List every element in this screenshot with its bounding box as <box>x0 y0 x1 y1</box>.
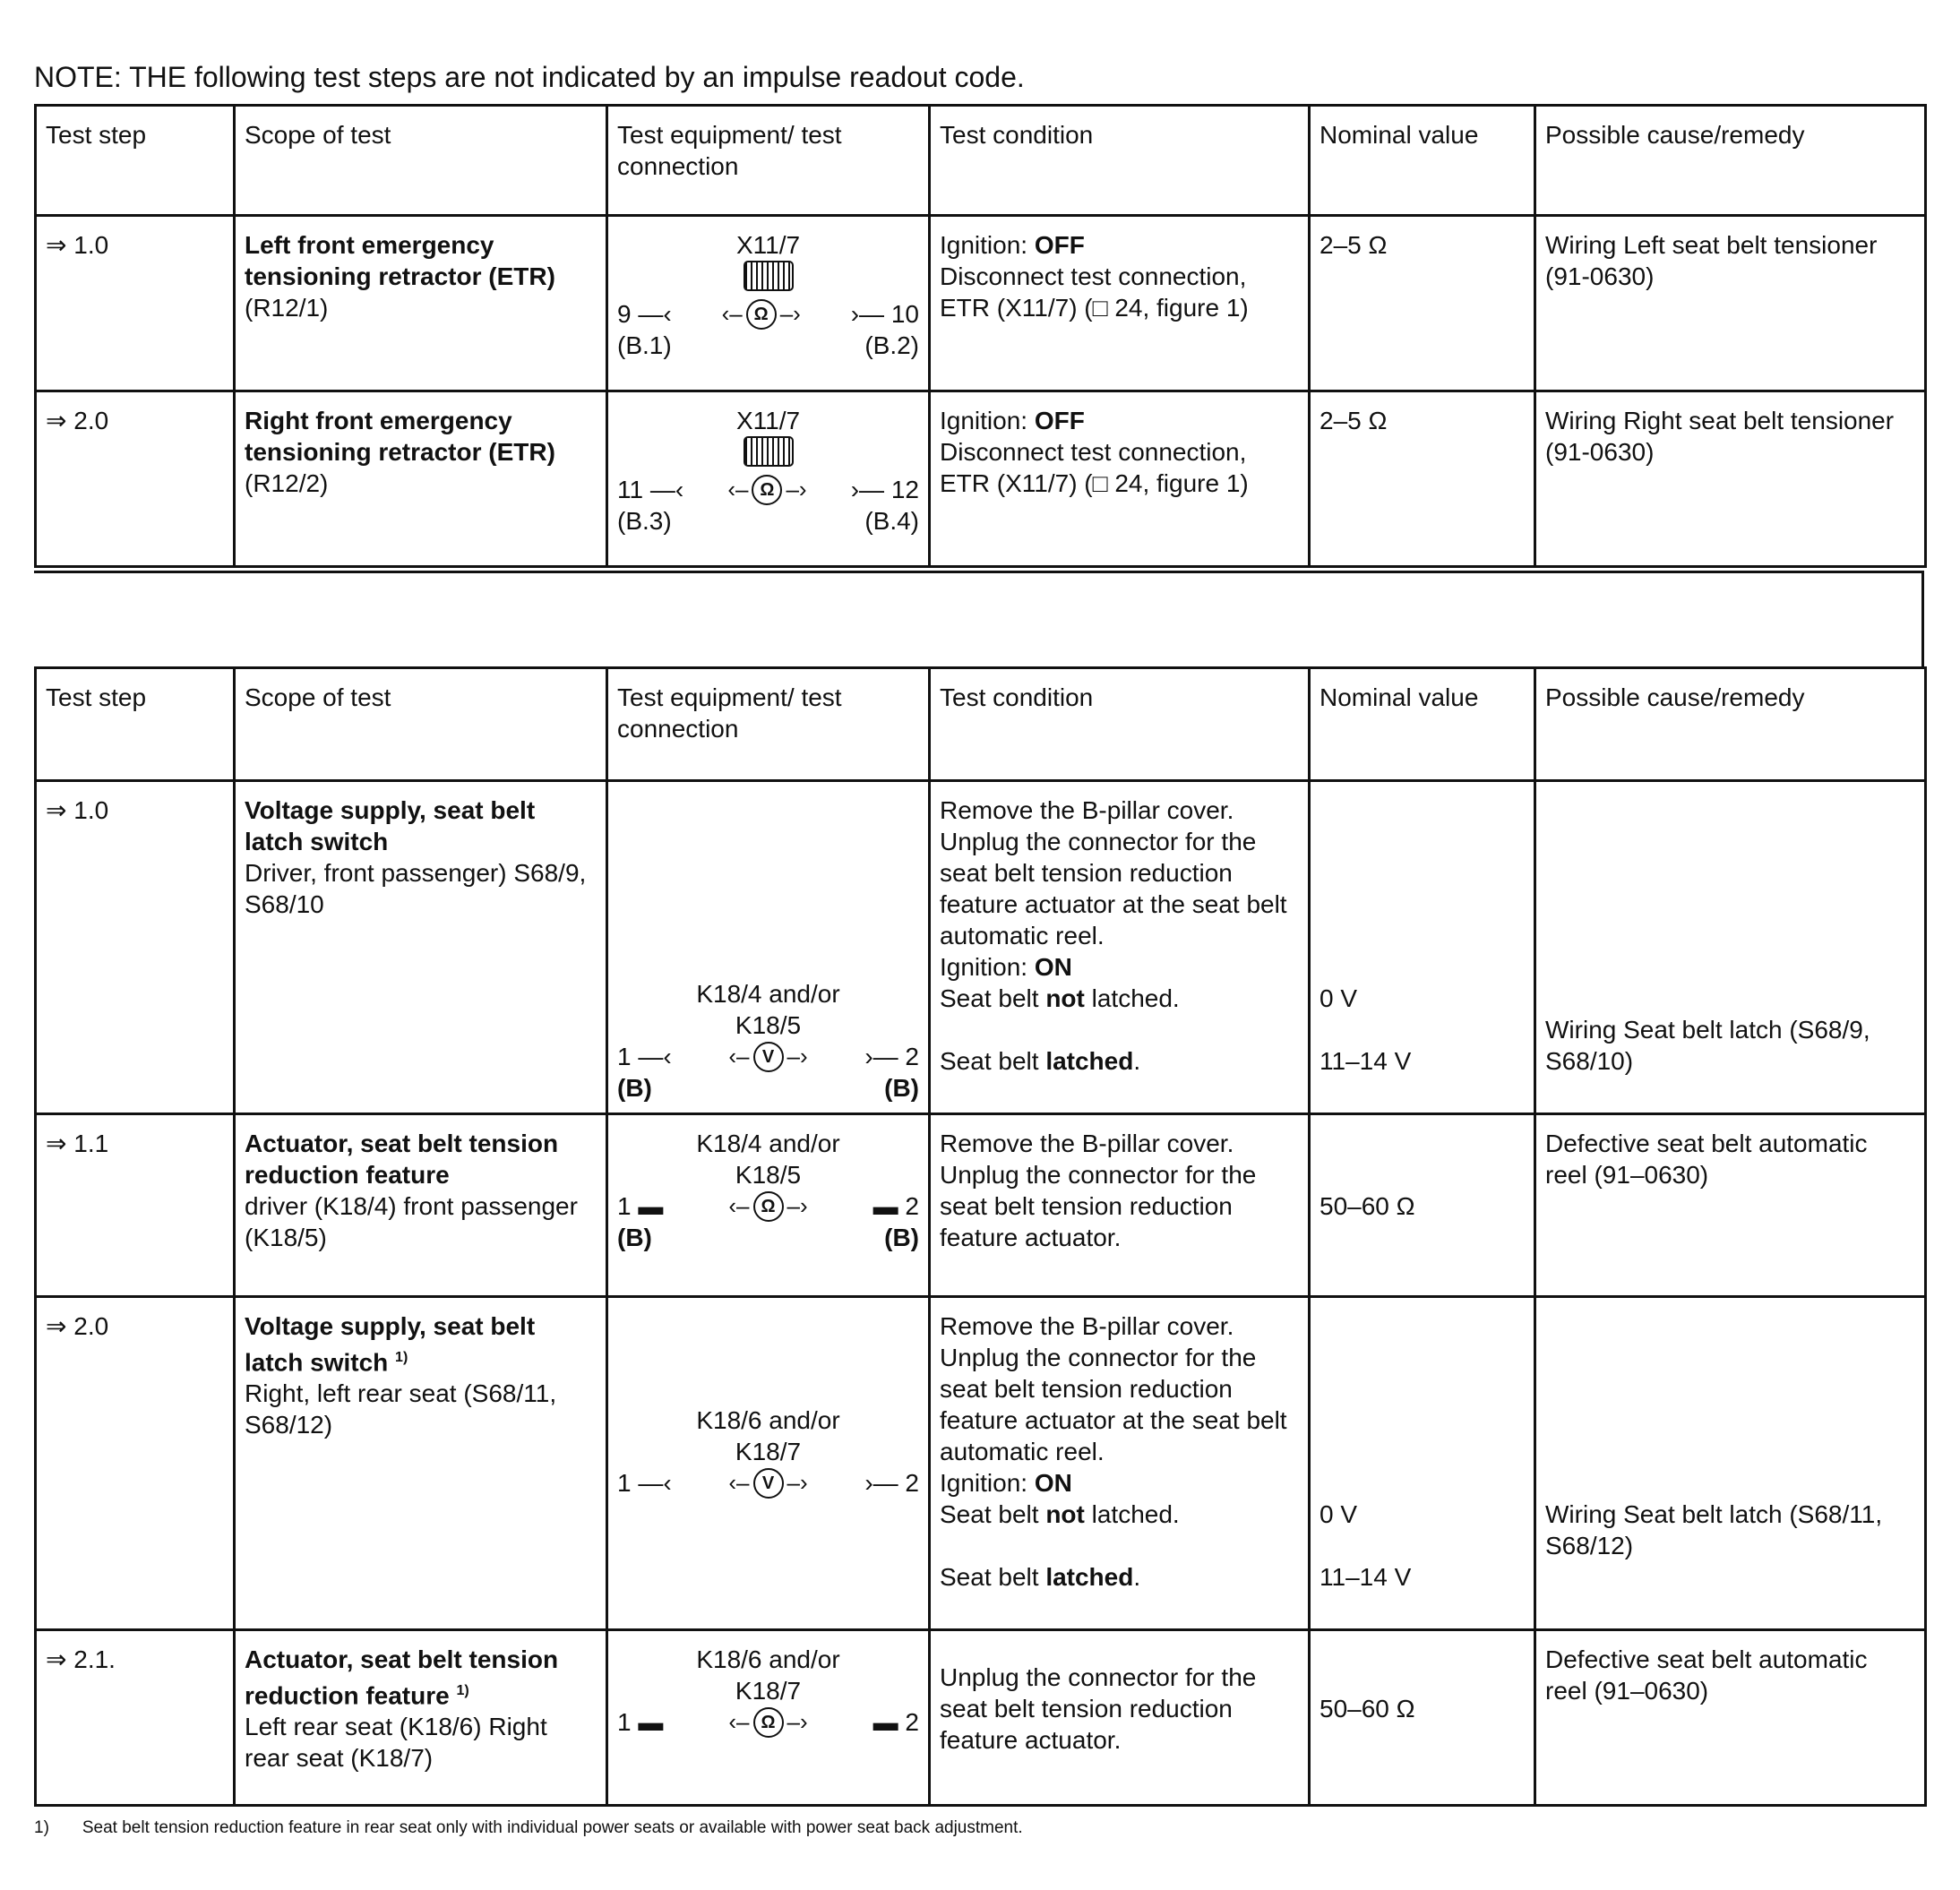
footnote-ref: 1) <box>395 1350 408 1365</box>
possible-cause: Defective seat belt automatic reel (91–0630) <box>1535 1630 1926 1806</box>
test-step: ⇒ 2.1. <box>36 1630 235 1806</box>
condition-cell <box>930 1630 1310 1806</box>
table-row <box>36 1630 1926 1806</box>
possible-cause: Defective seat belt automatic reel (91–0630) <box>1535 1114 1926 1297</box>
pin-left: 1 <box>617 1192 632 1220</box>
scope-cell <box>235 1114 607 1297</box>
nominal-cell <box>1310 781 1535 1114</box>
scope-cell <box>235 216 607 391</box>
test-step: ⇒ 1.0 <box>36 216 235 391</box>
voltmeter-icon: ‹– V –› <box>728 1041 807 1072</box>
header-nominal: Nominal value <box>1310 668 1535 781</box>
footnote <box>34 1818 1023 1838</box>
condition-text: Remove the B-pillar cover. Unplug the connector for the seat belt tension reduction feature actuator. <box>930 1114 1310 1297</box>
pin-right: 2 <box>905 1192 919 1220</box>
header-scope: Scope of test <box>235 106 607 216</box>
equipment-label: K18/6 and/or <box>696 1645 840 1673</box>
connector-label: X11/7 <box>735 407 801 434</box>
pin-right: 2 <box>905 1469 919 1497</box>
pin-left: 1 <box>617 1043 632 1070</box>
sub-left: (B.1) <box>617 331 672 359</box>
table-header-row <box>36 106 1926 216</box>
scope-detail: Right, left rear seat (S68/11, S68/12) <box>245 1379 557 1439</box>
ohmmeter-icon: ‹– Ω –› <box>728 1190 807 1222</box>
scope-cell <box>235 781 607 1114</box>
connector-label: X11/7 <box>735 231 801 259</box>
nominal-cell <box>1310 1297 1535 1630</box>
footnote-ref: 1) <box>456 1683 469 1698</box>
equipment-label: K18/4 and/or <box>696 1130 840 1157</box>
header-nominal: Nominal value <box>1310 106 1535 216</box>
nominal-cell <box>1310 1114 1535 1297</box>
table-row <box>36 391 1926 567</box>
condition-cell: Remove the B-pillar cover. Unplug the connector for the seat belt tension reduction feature actuator at the seat belt automatic reel. Ignition: ON Seat belt not latched. Seat belt latched. <box>930 1297 1310 1630</box>
condition-text: Disconnect test connection, ETR (X11/7) (□ 24, figure 1) <box>940 262 1249 322</box>
pin-right: 2 <box>905 1043 919 1070</box>
equipment-label: K18/6 and/or <box>696 1406 840 1434</box>
sub-left: (B) <box>617 1224 652 1251</box>
header-cause: Possible cause/remedy <box>1535 106 1926 216</box>
sub-right: (B) <box>884 1224 919 1251</box>
header-cause: Possible cause/remedy <box>1535 668 1926 781</box>
pin-right: 12 <box>890 476 919 503</box>
equipment-label: K18/7 <box>735 1438 802 1465</box>
table-row <box>36 216 1926 391</box>
table-header-row <box>36 668 1926 781</box>
condition-text: Remove the B-pillar cover. Unplug the connector for the seat belt tension reduction feature actuator at the seat belt automatic reel. <box>940 796 1287 949</box>
header-equipment: Test equipment/ test connection <box>607 106 930 216</box>
ohmmeter-icon: ‹– Ω –› <box>728 1706 807 1738</box>
equipment-cell: K18/4 and/or K18/5 1 —‹ ‹– V –› ›— 2 (B) (B) <box>607 781 930 1114</box>
scope-detail: (R12/1) <box>245 294 329 322</box>
scope-detail: driver (K18/4) front passenger (K18/5) <box>245 1192 578 1251</box>
test-step: ⇒ 2.0 <box>36 391 235 567</box>
table-row <box>36 781 1926 1114</box>
nominal-value: 0 V <box>1320 1500 1358 1528</box>
equipment-cell: K18/6 and/or K18/7 1 —‹ ‹– V –› ›— 2 <box>607 1297 930 1630</box>
nominal-value: 2–5 Ω <box>1310 216 1535 391</box>
scope-detail: Left rear seat (K18/6) Right rear seat (K18/7) <box>245 1713 547 1773</box>
scope-detail: Driver, front passenger) S68/9, S68/10 <box>245 859 587 918</box>
ohmmeter-icon: ‹– Ω –› <box>727 474 806 505</box>
pin-left: 9 <box>617 300 632 328</box>
test-table-2 <box>34 666 1924 1807</box>
nominal-value: 50–60 Ω <box>1320 1192 1415 1220</box>
header-test-step: Test step <box>36 668 235 781</box>
condition-text: Unplug the connector for the seat belt tension reduction feature actuator. <box>940 1663 1257 1754</box>
condition-text: Disconnect test connection, ETR (X11/7) (□ 24, figure 1) <box>940 438 1249 497</box>
pin-left: 1 <box>617 1708 632 1736</box>
header-condition: Test condition <box>930 668 1310 781</box>
pin-right: 2 <box>905 1708 919 1736</box>
condition-cell: Remove the B-pillar cover. Unplug the connector for the seat belt tension reduction feature actuator at the seat belt automatic reel. Ignition: ON Seat belt not latched. Seat belt latched. <box>930 781 1310 1114</box>
table-row <box>36 1297 1926 1630</box>
connector-icon <box>744 261 794 291</box>
footnote-text: Seat belt tension reduction feature in rear seat only with individual power seats or available with power seat back adjustment. <box>82 1818 1023 1837</box>
ohmmeter-icon: ‹– Ω –› <box>722 298 801 330</box>
header-scope: Scope of test <box>235 668 607 781</box>
scope-title: Right front emergency tensioning retractor (ETR) <box>245 407 555 466</box>
sub-right: (B) <box>884 1074 919 1102</box>
connector-icon <box>744 436 794 467</box>
possible-cause: Wiring Right seat belt tensioner (91-0630) <box>1535 391 1926 567</box>
pin-right: 10 <box>890 300 919 328</box>
scope-title: Left front emergency tensioning retractor (ETR) <box>245 231 555 290</box>
footnote-mark: 1) <box>34 1818 49 1837</box>
equipment-cell: X11/7 11 —‹ ‹– Ω –› ›— 12 (B.3) (B.4) <box>607 391 930 567</box>
section-spacer <box>34 571 1924 669</box>
possible-cause: Wiring Seat belt latch (S68/9, S68/10) <box>1535 781 1926 1114</box>
nominal-value: 11–14 V <box>1320 1047 1412 1075</box>
nominal-value: 2–5 Ω <box>1310 391 1535 567</box>
voltmeter-icon: ‹– V –› <box>728 1467 807 1499</box>
possible-cause: Wiring Seat belt latch (S68/11, S68/12) <box>1535 1297 1926 1630</box>
nominal-value: 0 V <box>1320 984 1358 1012</box>
equipment-label: K18/5 <box>735 1161 802 1189</box>
test-table-1 <box>34 104 1924 568</box>
scope-title: Actuator, seat belt tension reduction feature <box>245 1130 559 1189</box>
table-row <box>36 1114 1926 1297</box>
pin-left: 1 <box>617 1469 632 1497</box>
test-step: ⇒ 1.0 <box>36 781 235 1114</box>
scope-detail: (R12/2) <box>245 469 329 497</box>
pin-left: 11 <box>617 476 644 503</box>
condition-cell: Ignition: OFF Disconnect test connection, ETR (X11/7) (□ 24, figure 1) <box>930 216 1310 391</box>
equipment-cell: K18/4 and/or K18/5 1 ▬ ‹– Ω –› ▬ 2 (B) (B) <box>607 1114 930 1297</box>
equipment-label: K18/5 <box>735 1011 802 1039</box>
equipment-cell: X11/7 9 —‹ ‹– Ω –› ›— 10 (B.1) (B.2) <box>607 216 930 391</box>
header-equipment: Test equipment/ test connection <box>607 668 930 781</box>
scope-cell <box>235 1630 607 1806</box>
condition-text: Remove the B-pillar cover. Unplug the connector for the seat belt tension reduction feature actuator at the seat belt automatic reel. <box>940 1312 1287 1465</box>
scope-cell <box>235 1297 607 1630</box>
page-note: NOTE: THE following test steps are not indicated by an impulse readout code. <box>34 61 1025 93</box>
condition-cell: Ignition: OFF Disconnect test connection, ETR (X11/7) (□ 24, figure 1) <box>930 391 1310 567</box>
sub-left: (B.3) <box>617 507 672 535</box>
scope-title: Voltage supply, seat belt latch switch <box>245 796 536 855</box>
equipment-label: K18/7 <box>735 1677 802 1705</box>
nominal-value: 50–60 Ω <box>1320 1695 1415 1722</box>
header-condition: Test condition <box>930 106 1310 216</box>
sub-right: (B.4) <box>864 507 919 535</box>
header-test-step: Test step <box>36 106 235 216</box>
test-step: ⇒ 2.0 <box>36 1297 235 1630</box>
scope-title: Actuator, seat belt tension reduction feature $^{1)}$ <box>245 1645 559 1710</box>
scope-title: Voltage supply, seat belt latch switch $^{1)}$ <box>245 1312 536 1377</box>
nominal-cell <box>1310 1630 1535 1806</box>
nominal-value: 11–14 V <box>1320 1563 1412 1591</box>
sub-left: (B) <box>617 1074 652 1102</box>
scope-cell <box>235 391 607 567</box>
test-step: ⇒ 1.1 <box>36 1114 235 1297</box>
sub-right: (B.2) <box>864 331 919 359</box>
equipment-label: K18/4 and/or <box>696 980 840 1008</box>
possible-cause: Wiring Left seat belt tensioner (91-0630) <box>1535 216 1926 391</box>
equipment-cell: K18/6 and/or K18/7 1 ▬ ‹– Ω –› ▬ 2 <box>607 1630 930 1806</box>
